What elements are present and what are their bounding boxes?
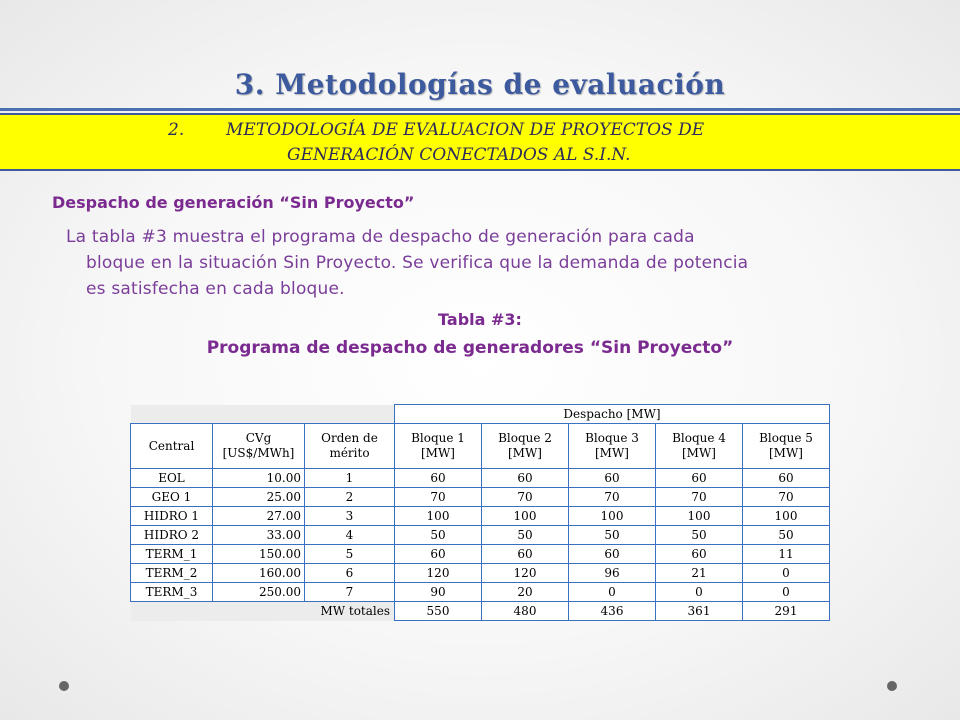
cell-cvg: 160.00 — [213, 564, 305, 583]
total-bloque-1: 550 — [395, 602, 482, 621]
cell-bloque-2: 60 — [482, 545, 569, 564]
cell-orden: 7 — [305, 583, 395, 602]
table-row — [131, 507, 830, 526]
banner-text-1: METODOLOGÍA DE EVALUACION DE PROYECTOS DE — [226, 120, 705, 140]
header-orden: Orden de mérito — [305, 424, 395, 469]
table-row — [131, 526, 830, 545]
cell-bloque-5: 100 — [743, 507, 830, 526]
header-bloque-5: Bloque 5 [MW] — [743, 424, 830, 469]
banner-number: 2. — [168, 120, 185, 140]
cell-bloque-3: 0 — [569, 583, 656, 602]
table-row — [131, 488, 830, 507]
cell-central: TERM_1 — [131, 545, 213, 564]
cell-bloque-2: 60 — [482, 469, 569, 488]
cell-central: TERM_2 — [131, 564, 213, 583]
table-title: Programa de despacho de generadores “Sin Proyecto” — [206, 338, 734, 358]
totals-row — [131, 602, 830, 621]
cell-bloque-1: 70 — [395, 488, 482, 507]
cell-central: HIDRO 1 — [131, 507, 213, 526]
cell-bloque-1: 120 — [395, 564, 482, 583]
cell-cvg: 25.00 — [213, 488, 305, 507]
table-row — [131, 545, 830, 564]
table-header-row — [131, 424, 830, 469]
cell-bloque-2: 20 — [482, 583, 569, 602]
cell-orden: 2 — [305, 488, 395, 507]
dispatch-group-header: Despacho [MW] — [395, 405, 830, 424]
cell-bloque-2: 100 — [482, 507, 569, 526]
total-bloque-5: 291 — [743, 602, 830, 621]
cell-cvg: 33.00 — [213, 526, 305, 545]
cell-orden: 6 — [305, 564, 395, 583]
cell-bloque-3: 100 — [569, 507, 656, 526]
cell-bloque-1: 50 — [395, 526, 482, 545]
header-bloque-4: Bloque 4 [MW] — [656, 424, 743, 469]
cell-central: EOL — [131, 469, 213, 488]
cell-cvg: 10.00 — [213, 469, 305, 488]
cell-bloque-5: 0 — [743, 564, 830, 583]
cell-bloque-4: 70 — [656, 488, 743, 507]
paragraph-line-2: bloque en la situación Sin Proyecto. Se verifica que la demanda de potencia — [86, 253, 749, 273]
header-bloque-2: Bloque 2 [MW] — [482, 424, 569, 469]
banner-text-2: GENERACIÓN CONECTADOS AL S.I.N. — [287, 145, 631, 165]
cell-orden: 4 — [305, 526, 395, 545]
table-group-header-row — [131, 405, 830, 424]
cell-bloque-3: 96 — [569, 564, 656, 583]
section-banner — [0, 113, 960, 171]
cell-bloque-1: 100 — [395, 507, 482, 526]
cell-bloque-5: 60 — [743, 469, 830, 488]
cell-bloque-1: 90 — [395, 583, 482, 602]
total-bloque-2: 480 — [482, 602, 569, 621]
cell-bloque-5: 70 — [743, 488, 830, 507]
totals-label: MW totales — [131, 602, 395, 621]
cell-bloque-5: 11 — [743, 545, 830, 564]
cell-bloque-4: 60 — [656, 469, 743, 488]
cell-bloque-4: 50 — [656, 526, 743, 545]
cell-bloque-4: 0 — [656, 583, 743, 602]
table-row — [131, 564, 830, 583]
corner-dot-left — [59, 681, 69, 691]
cell-bloque-2: 50 — [482, 526, 569, 545]
dispatch-table — [130, 404, 830, 621]
total-bloque-3: 436 — [569, 602, 656, 621]
cell-bloque-4: 100 — [656, 507, 743, 526]
cell-bloque-5: 0 — [743, 583, 830, 602]
cell-bloque-1: 60 — [395, 545, 482, 564]
cell-bloque-3: 70 — [569, 488, 656, 507]
cell-bloque-2: 70 — [482, 488, 569, 507]
cell-bloque-1: 60 — [395, 469, 482, 488]
cell-central: GEO 1 — [131, 488, 213, 507]
cell-bloque-3: 60 — [569, 469, 656, 488]
slide-title: 3. Metodologías de evaluación — [234, 68, 726, 101]
banner-line-1 — [168, 119, 704, 142]
cell-bloque-4: 60 — [656, 545, 743, 564]
cell-orden: 1 — [305, 469, 395, 488]
cell-cvg: 150.00 — [213, 545, 305, 564]
cell-bloque-3: 60 — [569, 545, 656, 564]
title-divider — [0, 108, 960, 111]
cell-central: TERM_3 — [131, 583, 213, 602]
cell-cvg: 250.00 — [213, 583, 305, 602]
paragraph-line-1: La tabla #3 muestra el programa de despacho de generación para cada — [66, 227, 695, 247]
cell-cvg: 27.00 — [213, 507, 305, 526]
header-bloque-3: Bloque 3 [MW] — [569, 424, 656, 469]
cell-orden: 3 — [305, 507, 395, 526]
paragraph-line-3: es satisfecha en cada bloque. — [86, 279, 345, 299]
cell-bloque-2: 120 — [482, 564, 569, 583]
table-row — [131, 583, 830, 602]
table-number: Tabla #3: — [438, 310, 522, 329]
section-subtitle: Despacho de generación “Sin Proyecto” — [52, 193, 415, 212]
header-bloque-1: Bloque 1 [MW] — [395, 424, 482, 469]
header-cvg: CVg [US$/MWh] — [213, 424, 305, 469]
header-central: Central — [131, 424, 213, 469]
cell-central: HIDRO 2 — [131, 526, 213, 545]
total-bloque-4: 361 — [656, 602, 743, 621]
description-paragraph — [66, 224, 906, 302]
cell-bloque-5: 50 — [743, 526, 830, 545]
corner-dot-right — [887, 681, 897, 691]
cell-bloque-4: 21 — [656, 564, 743, 583]
cell-bloque-3: 50 — [569, 526, 656, 545]
table-row — [131, 469, 830, 488]
cell-orden: 5 — [305, 545, 395, 564]
header-blank-cell — [131, 405, 395, 424]
